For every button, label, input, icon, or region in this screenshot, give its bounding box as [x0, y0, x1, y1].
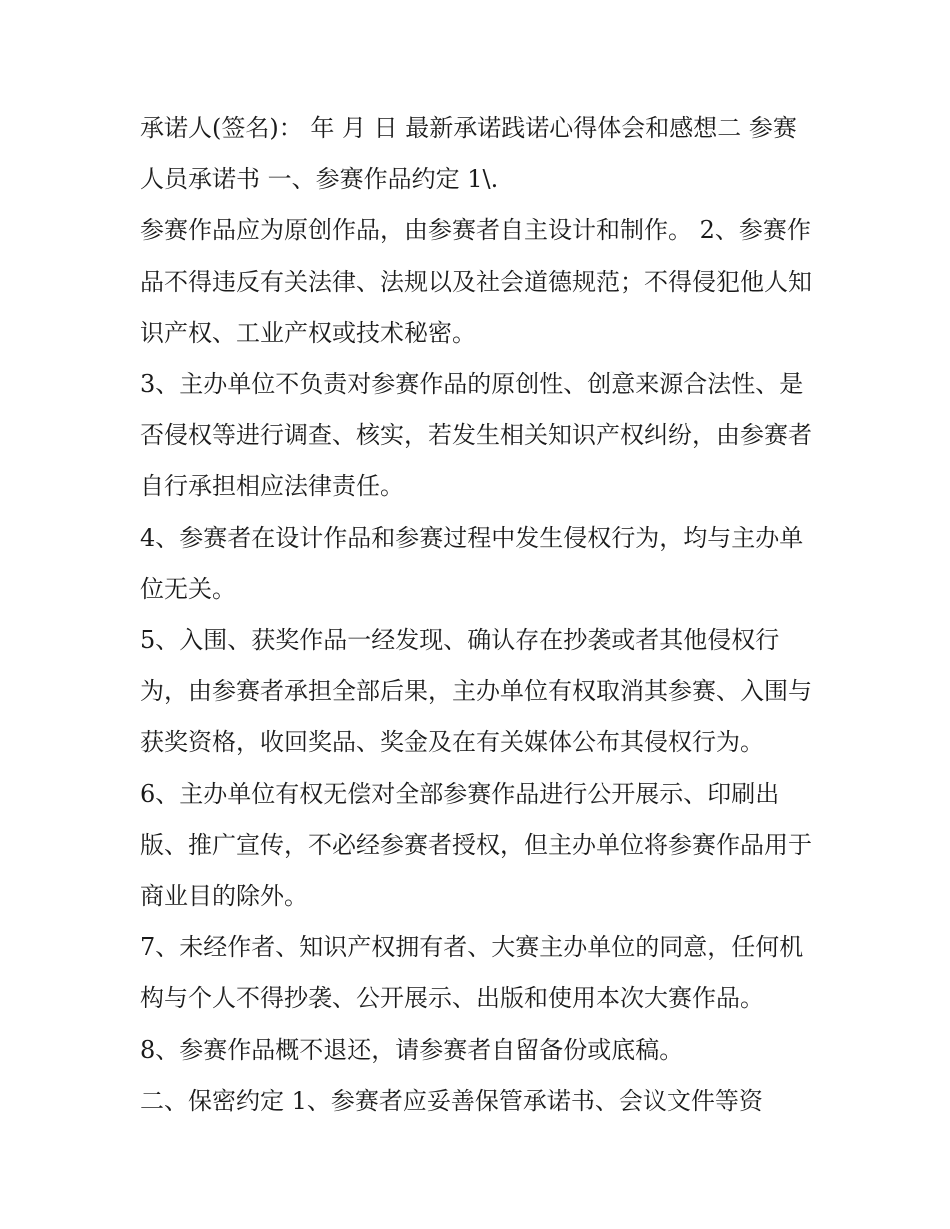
- paragraph-clause-7: 7、未经作者、知识产权拥有者、大赛主办单位的同意，任何机构与个人不得抄袭、公开展示、出版和使用本次大赛作品。: [140, 933, 804, 1013]
- paragraph-clause-5: 5、入围、获奖作品一经发现、确认存在抄袭或者其他侵权行为，由参赛者承担全部后果，主办单位有权取消其参赛、入围与获奖资格，收回奖品、奖金及在有关媒体公布其侵权行为。: [140, 626, 812, 757]
- paragraph-original-work: 参赛作品应为原创作品，由参赛者自主设计和制作。 2、参赛作品不得违反有关法律、法规以及社会道德规范；不得侵犯他人知识产权、工业产权或技术秘密。: [140, 216, 812, 347]
- paragraph-confidentiality: 二、保密约定 1、参赛者应妥善保管承诺书、会议文件等资: [140, 1086, 763, 1115]
- paragraph-clause-3: 3、主办单位不负责对参赛作品的原创性、创意来源合法性、是否侵权等进行调查、核实，若发生相关知识产权纠纷，由参赛者自行承担相应法律责任。: [140, 370, 812, 501]
- paragraph-clause-6: 6、主办单位有权无偿对全部参赛作品进行公开展示、印刷出版、推广宣传，不必经参赛者授权，但主办单位将参赛作品用于商业目的除外。: [140, 779, 812, 911]
- paragraph-clause-8: 8、参赛作品概不退还，请参赛者自留备份或底稿。: [140, 1035, 684, 1064]
- document-body: [140, 103, 820, 1127]
- paragraph-clause-4: 4、参赛者在设计作品和参赛过程中发生侵权行为，均与主办单位无关。: [140, 523, 804, 603]
- paragraph-signature-and-heading: 承诺人(签名)： 年 月 日 最新承诺践诺心得体会和感想二 参赛人员承诺书 一、参赛作品约定 1\.: [140, 114, 797, 194]
